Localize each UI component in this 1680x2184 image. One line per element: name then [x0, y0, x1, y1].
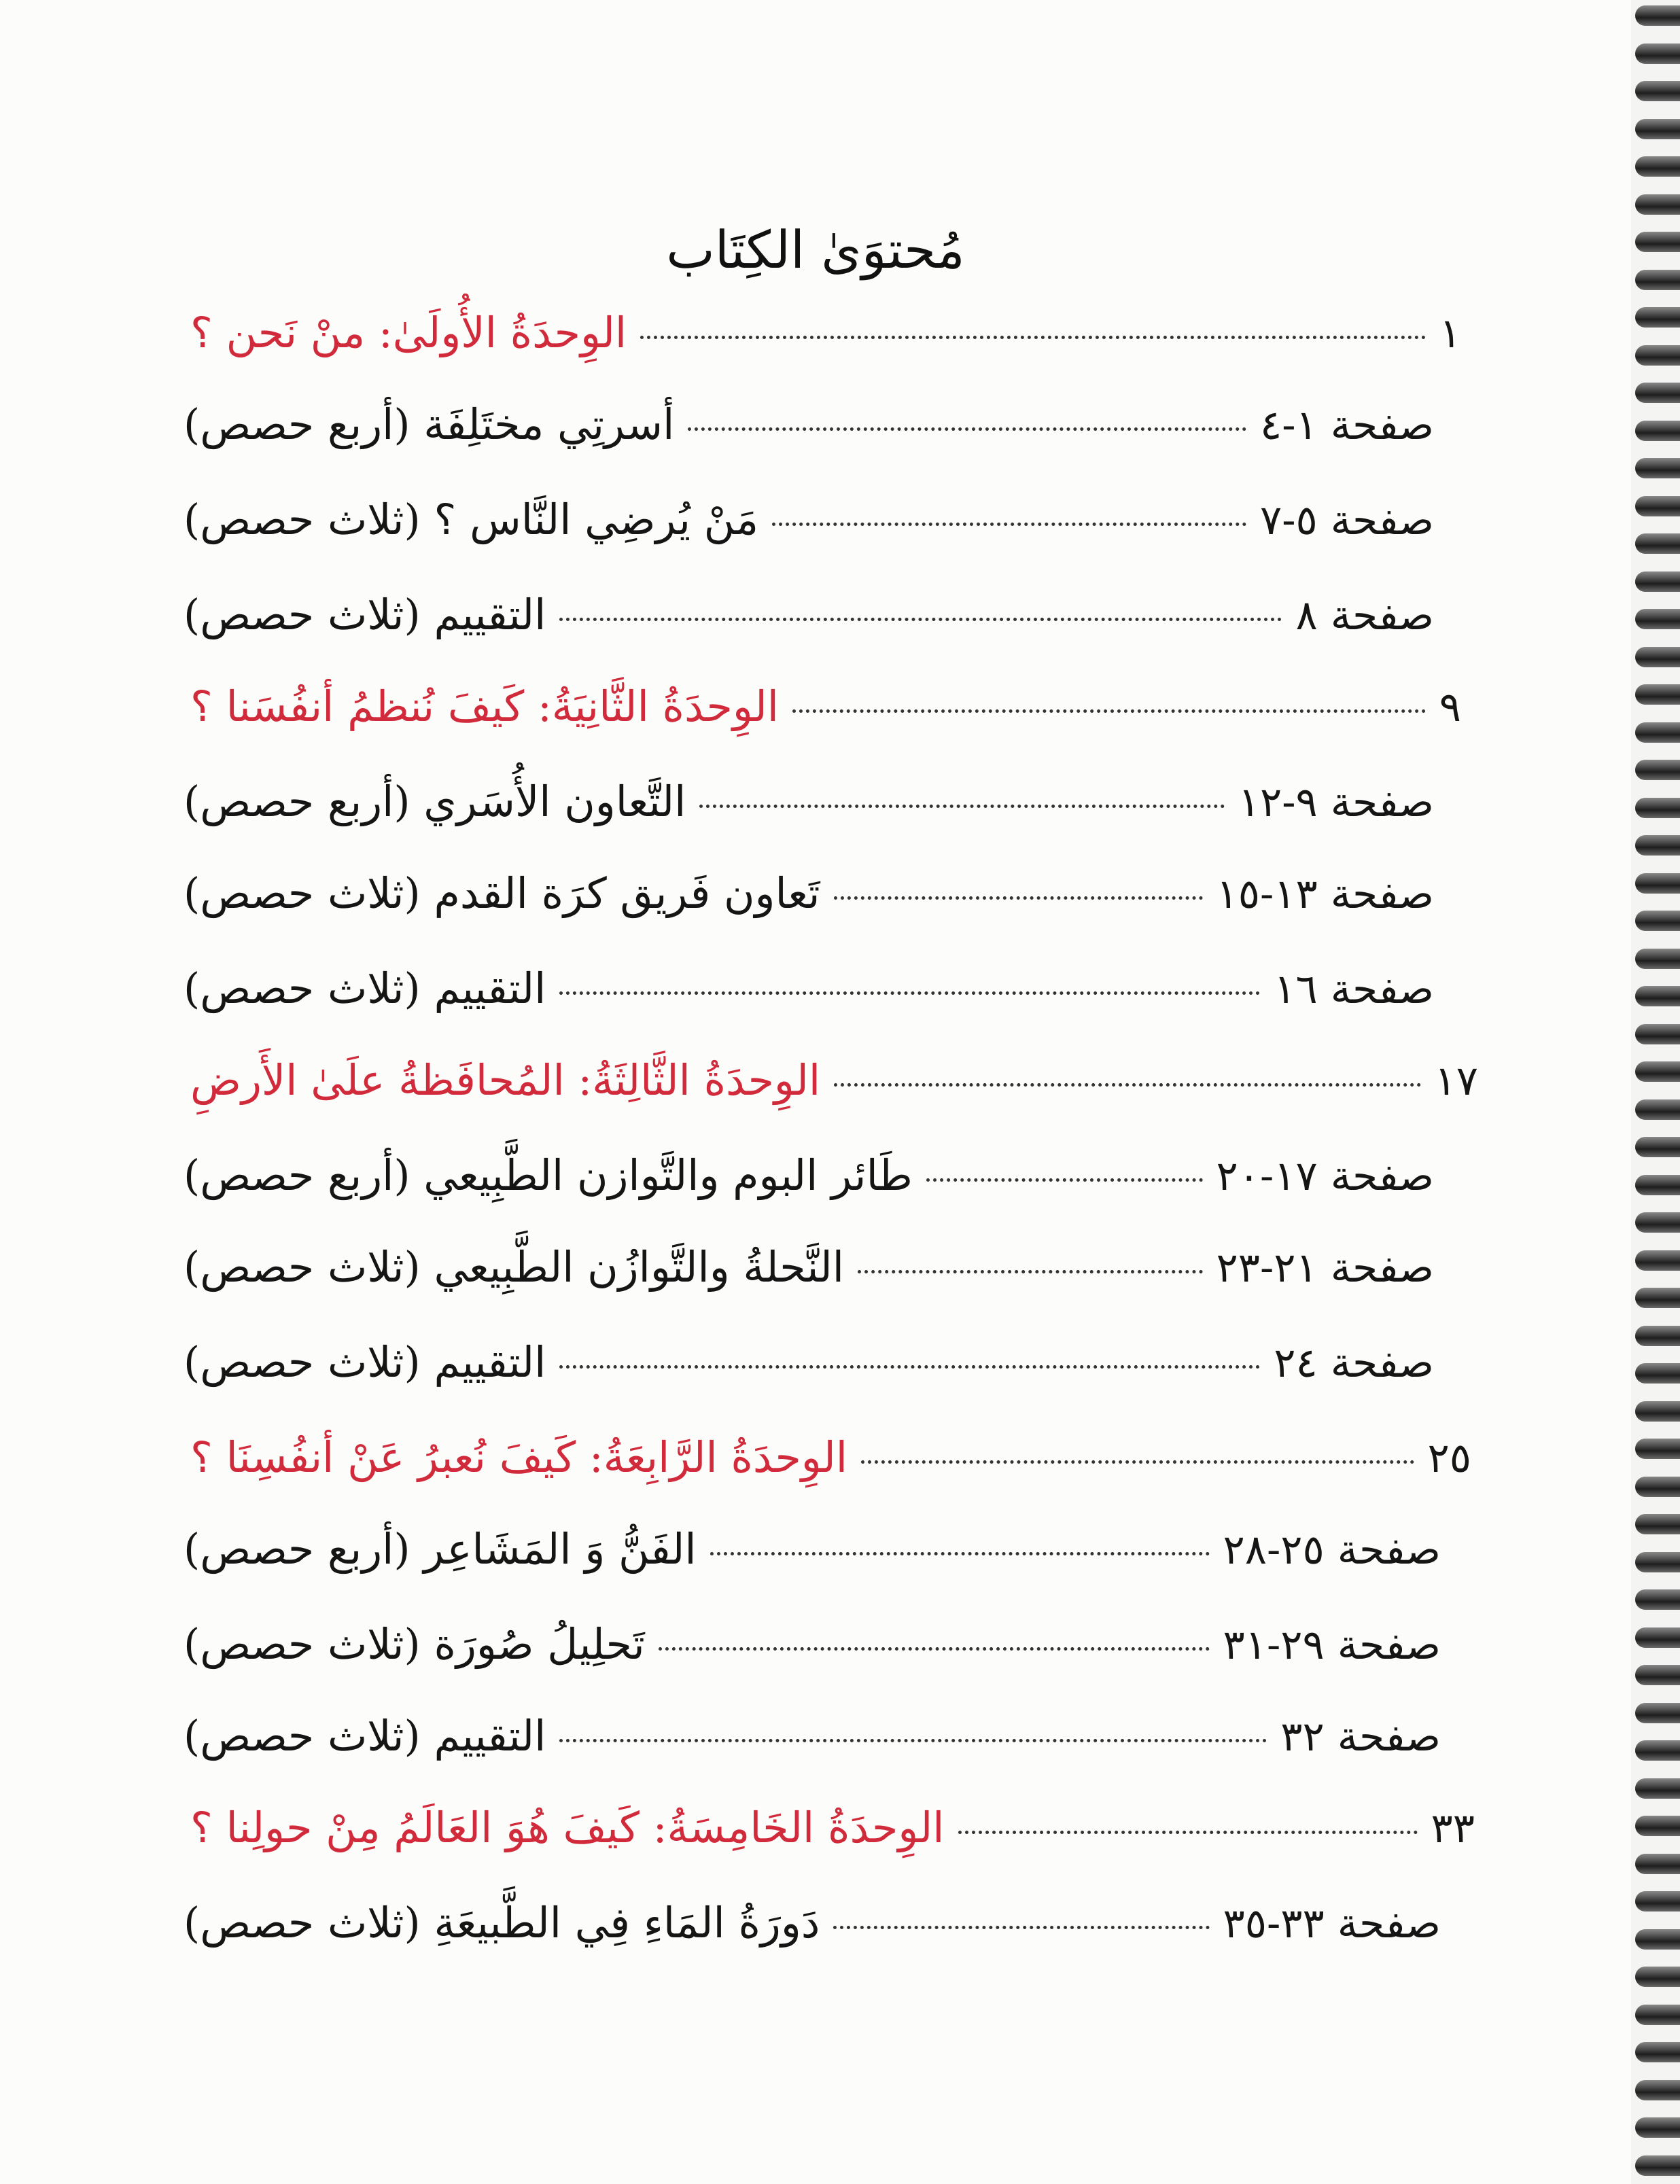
binding-ring: [1635, 1024, 1680, 1044]
dot-leader: [688, 391, 1246, 431]
binding-ring: [1635, 1929, 1680, 1950]
toc-lesson: [183, 860, 1434, 928]
binding-ring: [1635, 421, 1680, 441]
dot-leader: [559, 1702, 1267, 1742]
binding-ring: [1635, 609, 1680, 629]
toc-lesson: [183, 391, 1434, 459]
binding-ring: [1635, 5, 1680, 26]
page-range: صفحة ١٧-٢٠: [1216, 1152, 1434, 1200]
dot-leader: [640, 299, 1426, 339]
lesson-title: طَائر البوم والتَّوازن الطَّبِيعي (أربع حصص): [183, 1150, 913, 1200]
lesson-title: تَحلِيلُ صُورَة (ثلاث حصص): [183, 1619, 645, 1669]
unit-title: الوِحدَةُ الأُولَىٰ: منْ نَحن ؟: [190, 308, 627, 357]
lesson-title: مَنْ يُرضِي النَّاس ؟ (ثلاث حصص): [183, 495, 759, 544]
toc-unit-1: [190, 299, 1461, 367]
lesson-title: التَّعاون الأُسَري (أربع حصص): [183, 777, 686, 826]
page-number: ١٧: [1434, 1057, 1478, 1105]
binding-ring: [1635, 835, 1680, 856]
binding-ring: [1635, 1363, 1680, 1384]
binding-ring: [1635, 1401, 1680, 1422]
toc-lesson: [183, 1233, 1434, 1301]
binding-ring: [1635, 345, 1680, 366]
dot-leader: [861, 1424, 1414, 1464]
binding-ring: [1635, 1816, 1680, 1836]
binding-ring: [1635, 798, 1680, 818]
dot-leader: [559, 1328, 1260, 1369]
binding-ring: [1635, 647, 1680, 667]
dot-leader: [926, 1142, 1203, 1182]
toc-lesson: [183, 768, 1434, 836]
binding-ring: [1635, 2005, 1680, 2025]
binding-ring: [1635, 533, 1680, 554]
binding-ring: [1635, 1703, 1680, 1723]
binding-ring: [1635, 722, 1680, 743]
toc-unit-4: [190, 1424, 1471, 1492]
binding-ring: [1635, 1137, 1680, 1157]
binding-ring: [1635, 1514, 1680, 1534]
page-range: صفحة ٨: [1295, 592, 1434, 639]
lesson-title: التقييم (ثلاث حصص): [183, 1711, 546, 1761]
binding-ring: [1635, 119, 1680, 139]
binding-ring: [1635, 949, 1680, 969]
binding-ring: [1635, 1967, 1680, 1987]
binding-ring: [1635, 307, 1680, 328]
page-range: صفحة ١٣-١٥: [1216, 870, 1434, 918]
page-range: صفحة ١-٤: [1259, 402, 1434, 449]
binding-ring: [1635, 156, 1680, 177]
dot-leader: [559, 955, 1260, 995]
dot-leader: [958, 1794, 1418, 1834]
binding-ring: [1635, 1665, 1680, 1685]
binding-ring: [1635, 1326, 1680, 1346]
toc-lesson: [183, 1702, 1441, 1770]
binding-ring: [1635, 1854, 1680, 1874]
lesson-title: أسرتِي مختَلِفَة (أربع حصص): [183, 400, 675, 449]
binding-ring: [1635, 571, 1680, 592]
binding-ring: [1635, 1250, 1680, 1271]
toc-lesson: [183, 955, 1434, 1023]
dot-leader: [772, 486, 1246, 526]
lesson-title: دَورَةُ المَاءِ فِي الطَّبيعَةِ (ثلاث حصص): [183, 1898, 820, 1948]
binding-ring: [1635, 1439, 1680, 1459]
toc-unit-3: [190, 1046, 1478, 1114]
page-title: مُحتوَىٰ الكِتَاب: [666, 219, 965, 280]
binding-ring: [1635, 873, 1680, 894]
binding-ring: [1635, 81, 1680, 101]
toc-lesson: [183, 581, 1434, 649]
spiral-binding: [1631, 0, 1680, 2184]
dot-leader: [710, 1515, 1210, 1555]
page-range: صفحة ٢٩-٣١: [1223, 1621, 1441, 1669]
toc-lesson: [183, 486, 1434, 554]
page-range: صفحة ٣٣-٣٥: [1223, 1900, 1441, 1948]
page-number: ٢٥: [1427, 1434, 1471, 1482]
binding-ring: [1635, 458, 1680, 478]
binding-ring: [1635, 2155, 1680, 2176]
lesson-title: الفَنُّ وَ المَشَاعِر (أربع حصص): [183, 1524, 697, 1574]
unit-title: الوِحدَةُ الثَّالِثَةُ: المُحافَظةُ علَىٰ الأَرضِ: [190, 1055, 821, 1105]
page-range: صفحة ٢٤: [1274, 1339, 1434, 1387]
binding-ring: [1635, 43, 1680, 64]
toc-lesson: [183, 1610, 1441, 1678]
toc-lesson: [183, 1328, 1434, 1396]
binding-ring: [1635, 2042, 1680, 2062]
binding-ring: [1635, 2117, 1680, 2138]
toc-lesson: [183, 1515, 1441, 1583]
page-range: صفحة ١٦: [1274, 966, 1434, 1013]
unit-title: الوِحدَةُ الثَّانِيَةُ: كَيفَ نُنظمُ أنفُسَنا ؟: [190, 682, 780, 731]
unit-title: الوِحدَةُ الخَامِسَةُ: كَيفَ هُوَ العَالَمُ مِنْ حولِنا ؟: [190, 1803, 945, 1852]
binding-ring: [1635, 1061, 1680, 1082]
binding-ring: [1635, 760, 1680, 780]
binding-ring: [1635, 684, 1680, 705]
binding-ring: [1635, 1552, 1680, 1572]
dot-leader: [559, 581, 1282, 621]
binding-ring: [1635, 496, 1680, 516]
page-range: صفحة ٢٥-٢٨: [1223, 1526, 1441, 1574]
lesson-title: التقييم (ثلاث حصص): [183, 590, 546, 639]
dot-leader: [858, 1233, 1203, 1273]
binding-ring: [1635, 986, 1680, 1006]
binding-ring: [1635, 1212, 1680, 1233]
page-range: صفحة ٣٢: [1280, 1713, 1441, 1761]
binding-ring: [1635, 1740, 1680, 1761]
binding-ring: [1635, 232, 1680, 252]
toc-unit-2: [190, 673, 1461, 741]
dot-leader: [659, 1610, 1210, 1651]
unit-title: الوِحدَةُ الرَّابِعَةُ: كَيفَ نُعبرُ عَنْ أنفُسِنَا ؟: [190, 1432, 847, 1482]
page-range: صفحة ٥-٧: [1259, 497, 1434, 544]
dot-leader: [834, 1046, 1420, 1087]
page-range: صفحة ٢١-٢٣: [1216, 1244, 1434, 1292]
binding-ring: [1635, 270, 1680, 290]
binding-ring: [1635, 1477, 1680, 1497]
page-number: ٩: [1439, 684, 1461, 731]
lesson-title: التقييم (ثلاث حصص): [183, 1337, 546, 1387]
binding-ring: [1635, 1891, 1680, 1912]
dot-leader: [699, 768, 1224, 808]
dot-leader: [792, 673, 1426, 713]
toc-lesson: [183, 1889, 1441, 1957]
lesson-title: النَّحلةُ والتَّوازُن الطَّبِيعي (ثلاث حصص): [183, 1242, 844, 1292]
binding-ring: [1635, 383, 1680, 403]
binding-ring: [1635, 1589, 1680, 1610]
binding-ring: [1635, 1627, 1680, 1648]
binding-ring: [1635, 194, 1680, 215]
dot-leader: [834, 860, 1203, 900]
page-range: صفحة ٩-١٢: [1238, 779, 1434, 826]
binding-ring: [1635, 1778, 1680, 1799]
binding-ring: [1635, 1288, 1680, 1308]
binding-ring: [1635, 2080, 1680, 2100]
toc-lesson: [183, 1142, 1434, 1210]
lesson-title: تَعاون فَريق كرَة القدم (ثلاث حصص): [183, 868, 820, 918]
page-number: ٣٣: [1431, 1805, 1475, 1852]
binding-ring: [1635, 911, 1680, 931]
page-number: ١: [1439, 310, 1461, 357]
binding-ring: [1635, 1175, 1680, 1195]
dot-leader: [833, 1889, 1209, 1929]
toc-unit-5: [190, 1794, 1475, 1862]
lesson-title: التقييم (ثلاث حصص): [183, 964, 546, 1013]
binding-ring: [1635, 1099, 1680, 1120]
